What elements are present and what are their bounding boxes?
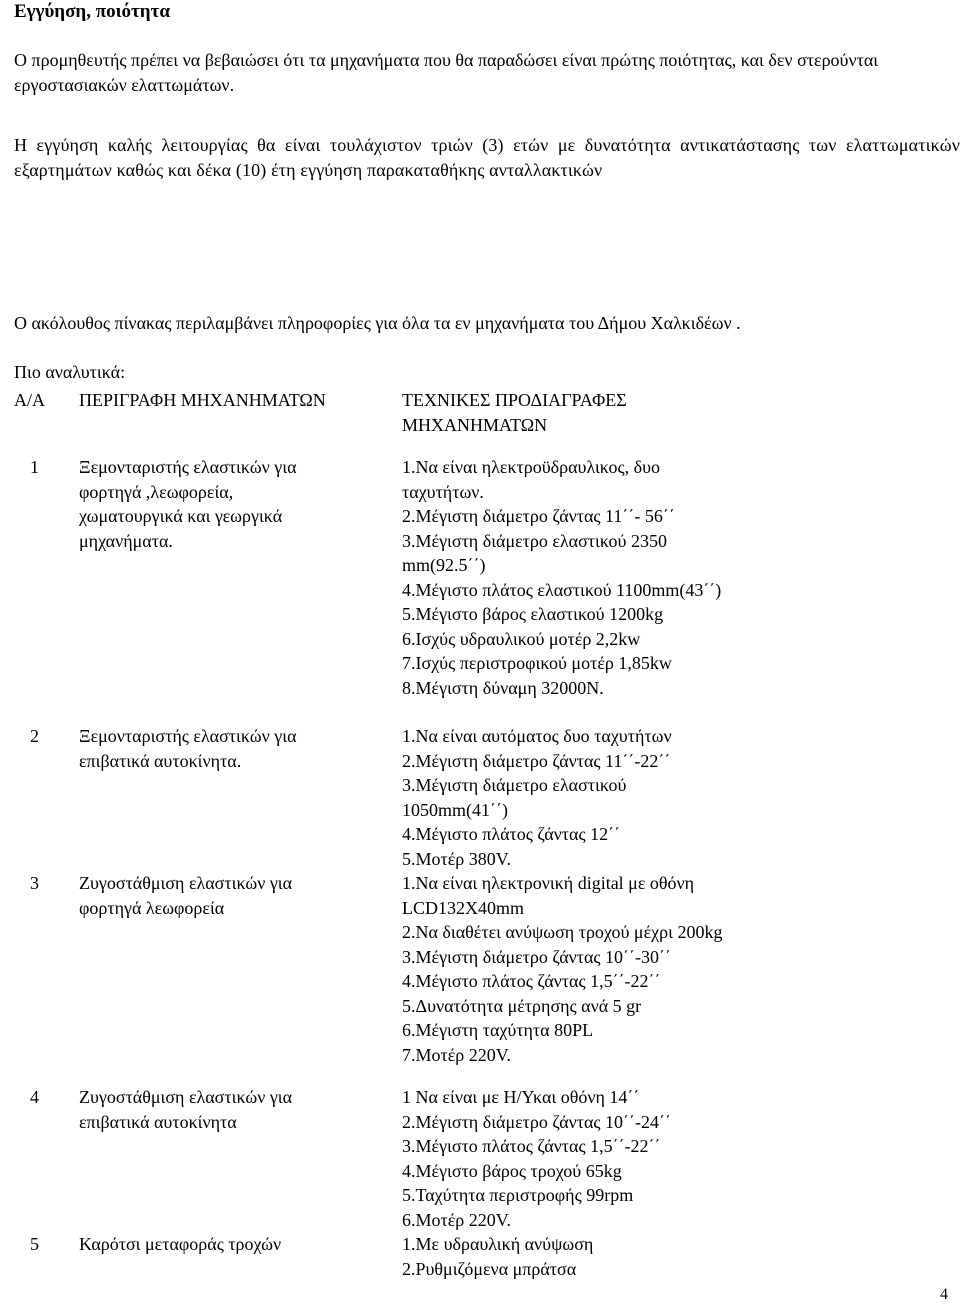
spec-line: 1.Με υδραυλική ανύψωση	[402, 1234, 594, 1254]
spec-line: 3.Μέγιστη διάμετρο ελαστικού	[402, 775, 627, 795]
spec-line: ταχυτήτων.	[402, 481, 484, 502]
spec-line: 4.Μέγιστο πλάτος ελαστικού 1100mm(43΄΄)	[402, 579, 722, 600]
row-description	[79, 1085, 379, 1134]
header-specs-line: ΜΗΧΑΝΗΜΑΤΩΝ	[402, 414, 548, 435]
spec-line: 6.Μοτέρ 220V.	[402, 1209, 511, 1230]
description-line: επιβατικά αυτοκίνητα.	[79, 750, 242, 771]
row-description	[79, 724, 379, 773]
description-line: φορτηγά λεωφορεία	[79, 897, 225, 918]
table-intro-paragraph: Ο ακόλουθος πίνακας περιλαμβάνει πληροφορίες για όλα τα εν μηχανήματα του Δήμου Χαλκιδέων .	[14, 313, 741, 333]
row-number: 3	[30, 873, 39, 893]
spec-line: mm(92.5΄΄)	[402, 555, 486, 575]
header-aa: Α/Α	[14, 390, 45, 410]
description-line: Καρότσι μεταφοράς τροχών	[79, 1234, 282, 1254]
description-line: Ξεμονταριστής ελαστικών για	[79, 457, 297, 477]
spec-line: 1.Να είναι αυτόματος δυο ταχυτήτων	[402, 726, 672, 746]
spec-line: 8.Μέγιστη δύναμη 32000Ν.	[402, 677, 604, 698]
spec-line: 5.Ταχύτητα περιστροφής 99rpm	[402, 1185, 634, 1205]
section-heading: Εγγύηση, ποιότητα	[14, 1, 170, 22]
header-description: ΠΕΡΙΓΡΑΦΗ ΜΗΧΑΝΗΜΑΤΩΝ	[79, 390, 326, 410]
description-line: Ξεμονταριστής ελαστικών για	[79, 726, 297, 746]
row-specs	[402, 1232, 822, 1281]
description-line: χωματουργικά και γεωργικά	[79, 506, 283, 526]
row-description	[79, 1232, 379, 1257]
header-specs	[402, 388, 627, 437]
spec-line: 6.Ισχύς υδραυλικού μοτέρ 2,2kw	[402, 628, 641, 649]
row-specs	[402, 724, 822, 871]
description-line: μηχανήματα.	[79, 530, 173, 551]
spec-line: 2.Μέγιστη διάμετρο ζάντας 11΄΄-22΄΄	[402, 750, 671, 771]
description-line: Ζυγοστάθμιση ελαστικών για	[79, 873, 293, 893]
spec-line: 2.Μέγιστη διάμετρο ζάντας 10΄΄-24΄΄	[402, 1111, 672, 1132]
row-description	[79, 871, 379, 920]
row-description	[79, 455, 379, 553]
spec-line: 2.Ρυθμιζόμενα μπράτσα	[402, 1258, 577, 1279]
spec-line: 1 Να είναι με Η/Υκαι οθόνη 14΄΄	[402, 1087, 640, 1107]
spec-line: 1050mm(41΄΄)	[402, 799, 508, 820]
spec-line: 1.Να είναι ηλεκτροϋδραυλικος, δυο	[402, 457, 660, 477]
spec-line: 7.Ισχύς περιστροφικού μοτέρ 1,85kw	[402, 653, 672, 673]
row-specs	[402, 1085, 822, 1232]
row-number: 4	[30, 1087, 39, 1107]
spec-line: 5.Δυνατότητα μέτρησης ανά 5 gr	[402, 995, 642, 1016]
row-number: 5	[30, 1234, 39, 1254]
spec-line: 5.Μέγιστο βάρος ελαστικού 1200kg	[402, 604, 664, 624]
spec-line: 1.Να είναι ηλεκτρονική digital με οθόνη	[402, 873, 695, 893]
description-line: φορτηγά ,λεωφορεία,	[79, 481, 234, 502]
spec-line: 7.Μοτέρ 220V.	[402, 1044, 511, 1065]
spec-line: 3.Μέγιστη διάμετρο ελαστικού 2350	[402, 530, 667, 551]
spec-line: 2.Μέγιστη διάμετρο ζάντας 11΄΄- 56΄΄	[402, 506, 675, 526]
row-specs	[402, 455, 822, 700]
spec-line: 5.Μοτέρ 380V.	[402, 848, 511, 869]
spec-line: 4.Μέγιστο πλάτος ζάντας 12΄΄	[402, 824, 621, 844]
supplier-quality-paragraph: Ο προμηθευτής πρέπει να βεβαιώσει ότι τα μηχανήματα που θα παραδώσει είναι πρώτης ποιότητας, και δεν στερούνται εργοστασιακών ελαττωμάτων.	[14, 50, 879, 95]
header-specs-line: ΤΕΧΝΙΚΕΣ ΠΡΟΔΙΑΓΡΑΦΕΣ	[402, 390, 627, 410]
row-specs	[402, 871, 822, 1067]
detail-label: Πιο αναλυτικά:	[14, 362, 126, 382]
description-line: Ζυγοστάθμιση ελαστικών για	[79, 1087, 293, 1107]
spec-line: 4.Μέγιστο πλάτος ζάντας 1,5΄΄-22΄΄	[402, 971, 661, 991]
description-line: επιβατικά αυτοκίνητα	[79, 1111, 237, 1132]
row-number: 2	[30, 726, 39, 746]
row-number: 1	[30, 457, 39, 477]
spec-line: 6.Μέγιστη ταχύτητα 80PL	[402, 1020, 594, 1040]
page-number: 4	[940, 1286, 948, 1303]
spec-line: 4.Μέγιστο βάρος τροχού 65kg	[402, 1160, 622, 1181]
spec-line: 3.Μέγιστο πλάτος ζάντας 1,5΄΄-22΄΄	[402, 1136, 661, 1156]
spec-line: LCD132X40mm	[402, 897, 525, 918]
spec-line: 3.Μέγιστη διάμετρο ζάντας 10΄΄-30΄΄	[402, 946, 672, 967]
spec-line: 2.Να διαθέτει ανύψωση τροχού μέχρι 200kg	[402, 922, 723, 942]
warranty-paragraph: Η εγγύηση καλής λειτουργίας θα είναι τουλάχιστον τριών (3) ετών με δυνατότητα αντικατάστασης των ελαττωματικών εξαρτημάτων καθώς και δέκα (10) έτη εγγύηση παρακαταθήκης ανταλλακτικών	[14, 135, 960, 180]
